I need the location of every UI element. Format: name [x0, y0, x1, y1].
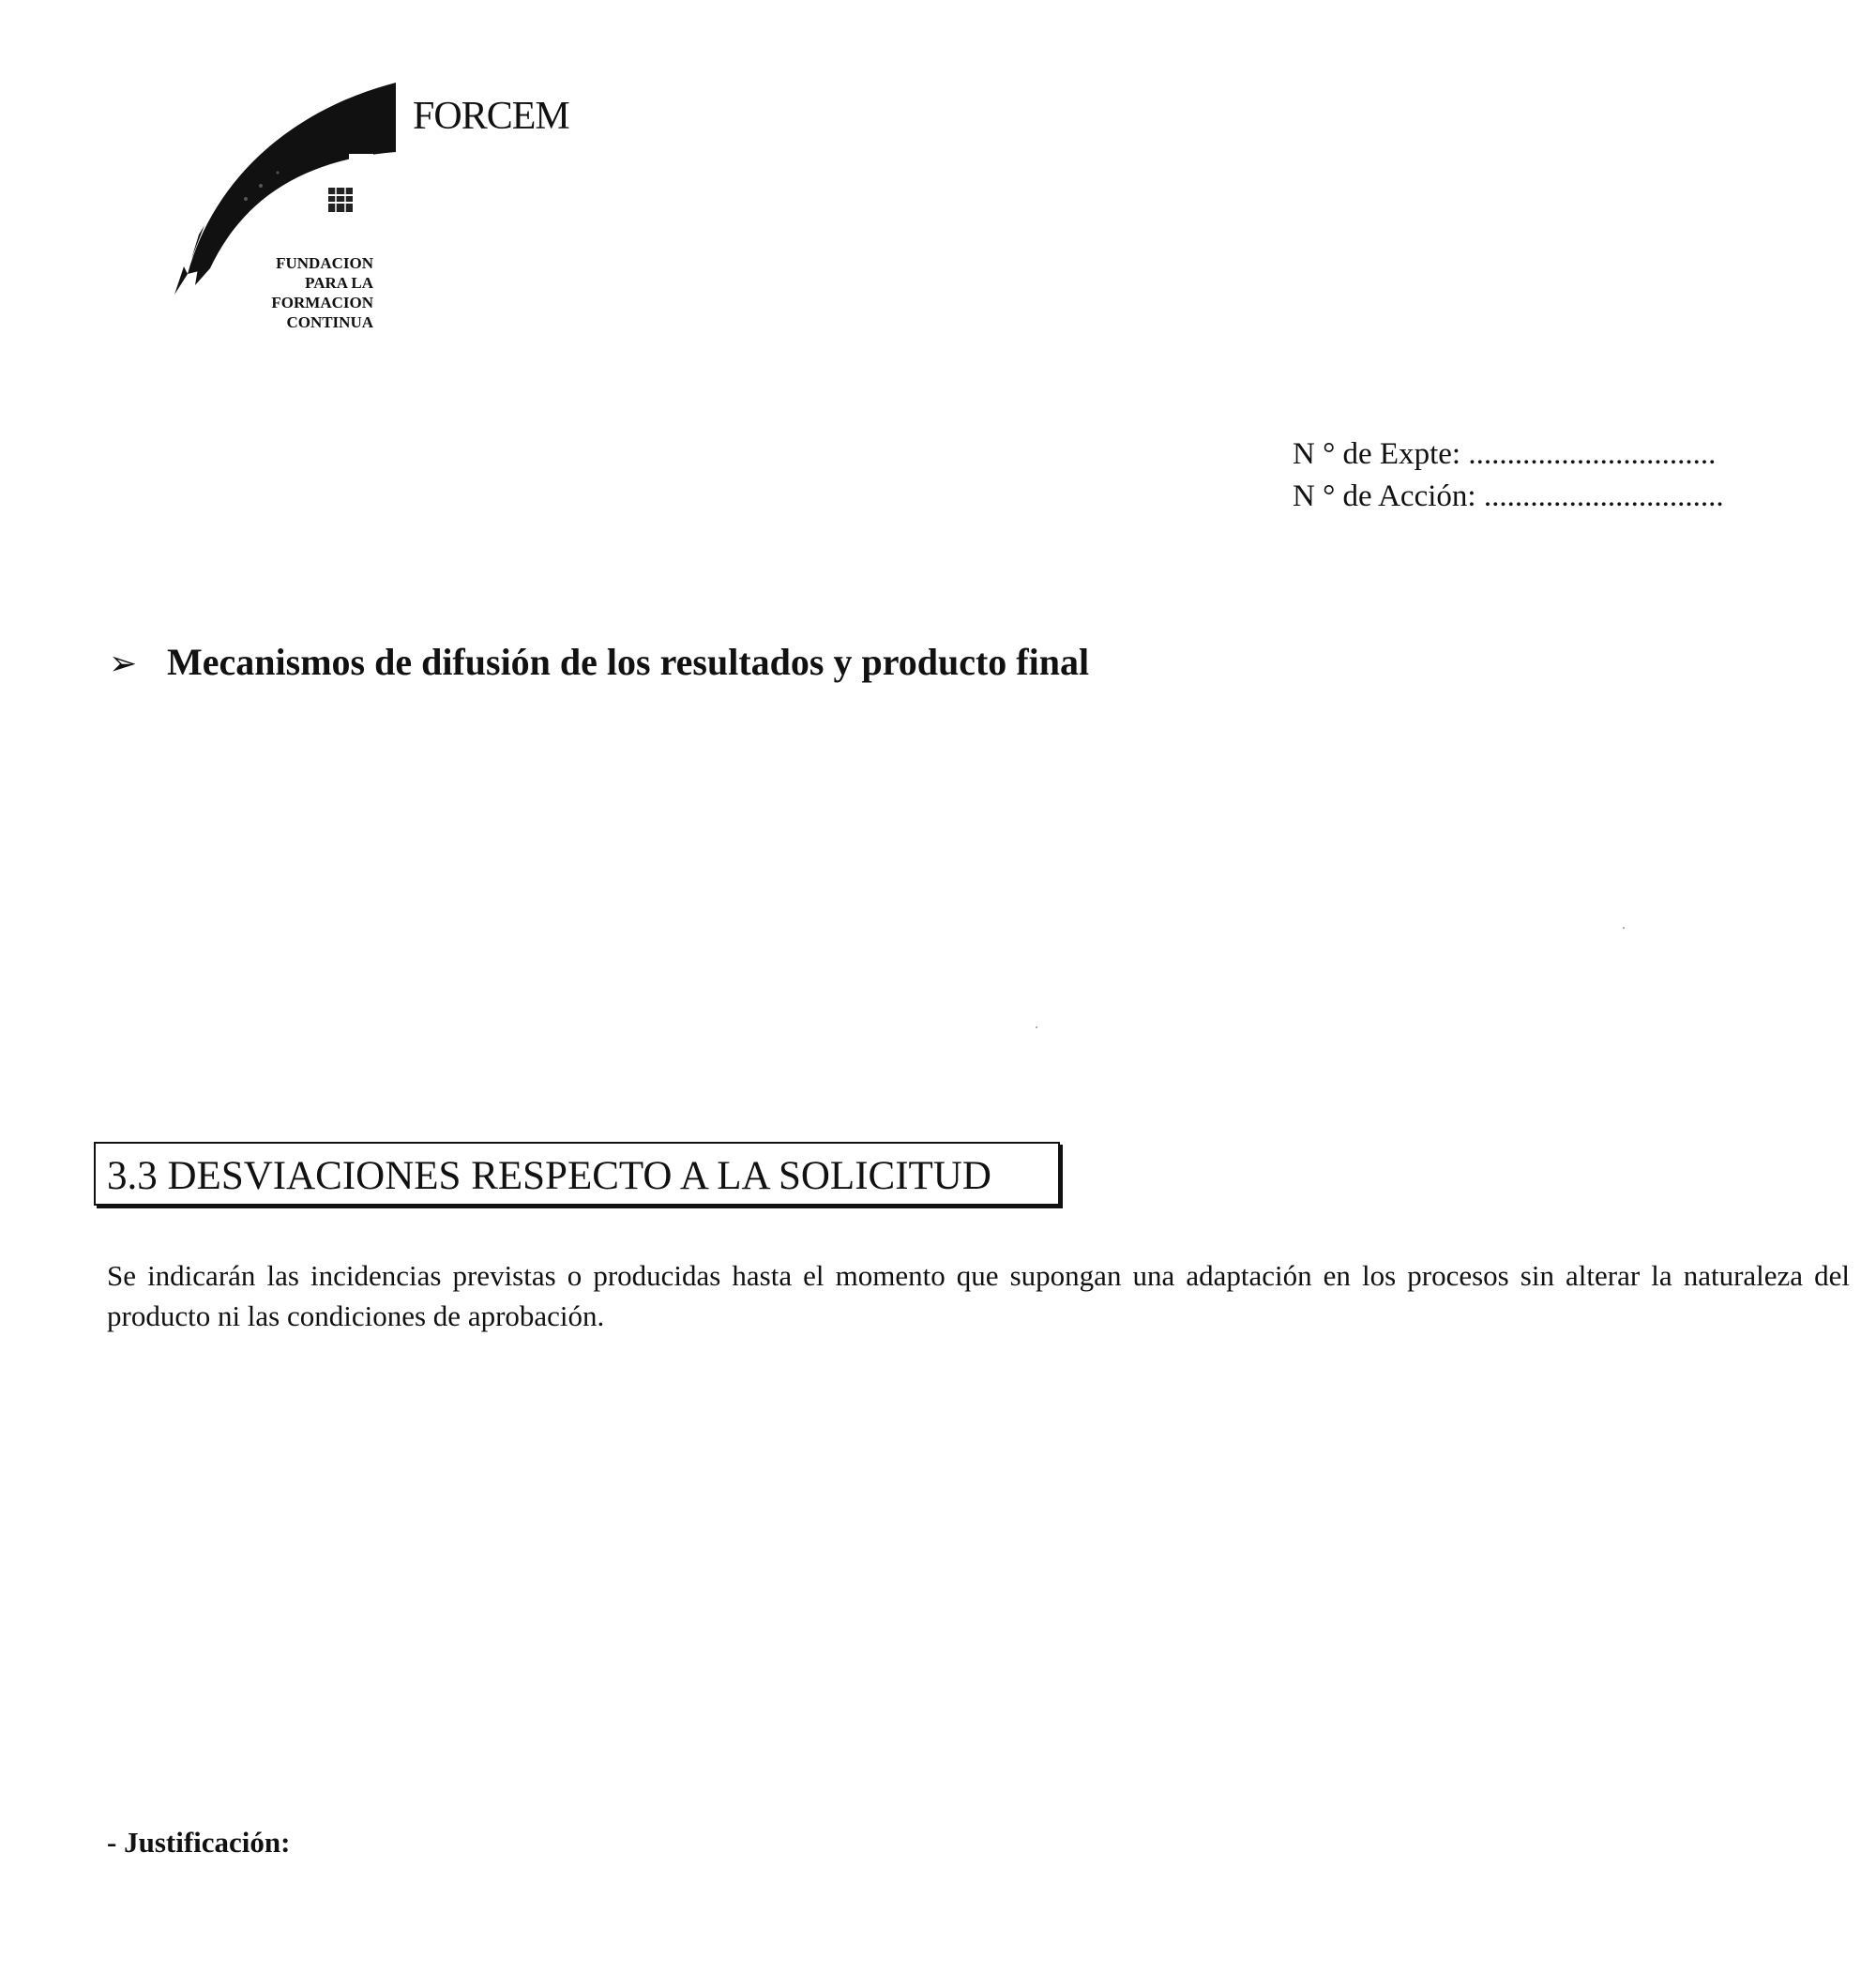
justificacion-label: - Justificación:	[107, 1826, 291, 1859]
scan-speck	[1036, 1026, 1037, 1028]
arrow-bullet-icon: ➢	[109, 645, 138, 682]
logo-subtitle-line: FORMACION	[271, 294, 373, 311]
forcem-logo	[94, 75, 619, 375]
logo-subtitle-line: CONTINUA	[286, 313, 373, 331]
scan-speck	[1623, 927, 1625, 929]
difusion-heading	[109, 640, 1089, 684]
difusion-heading-text: Mecanismos de difusión de los resultados y producto final	[167, 641, 1090, 683]
section-title-box	[94, 1142, 1060, 1206]
reference-block	[1293, 433, 1724, 518]
accion-number-field: N ° de Acción: ...............................	[1293, 479, 1724, 513]
section-title: 3.3 DESVIACIONES RESPECTO A LA SOLICITUD	[107, 1154, 991, 1198]
expediente-number-field: N ° de Expte: ................................	[1293, 437, 1717, 471]
logo-subtitle-line: PARA LA	[305, 274, 373, 292]
logo-subtitle	[223, 253, 373, 332]
logo-title: FORCEM	[413, 95, 569, 138]
logo-subtitle-line: FUNDACION	[276, 254, 373, 272]
section-description: Se indicarán las incidencias previstas o producidas hasta el momento que supongan una adaptación en los procesos sin alterar la naturaleza del producto ni las condiciones de aprobación.	[107, 1259, 1850, 1332]
